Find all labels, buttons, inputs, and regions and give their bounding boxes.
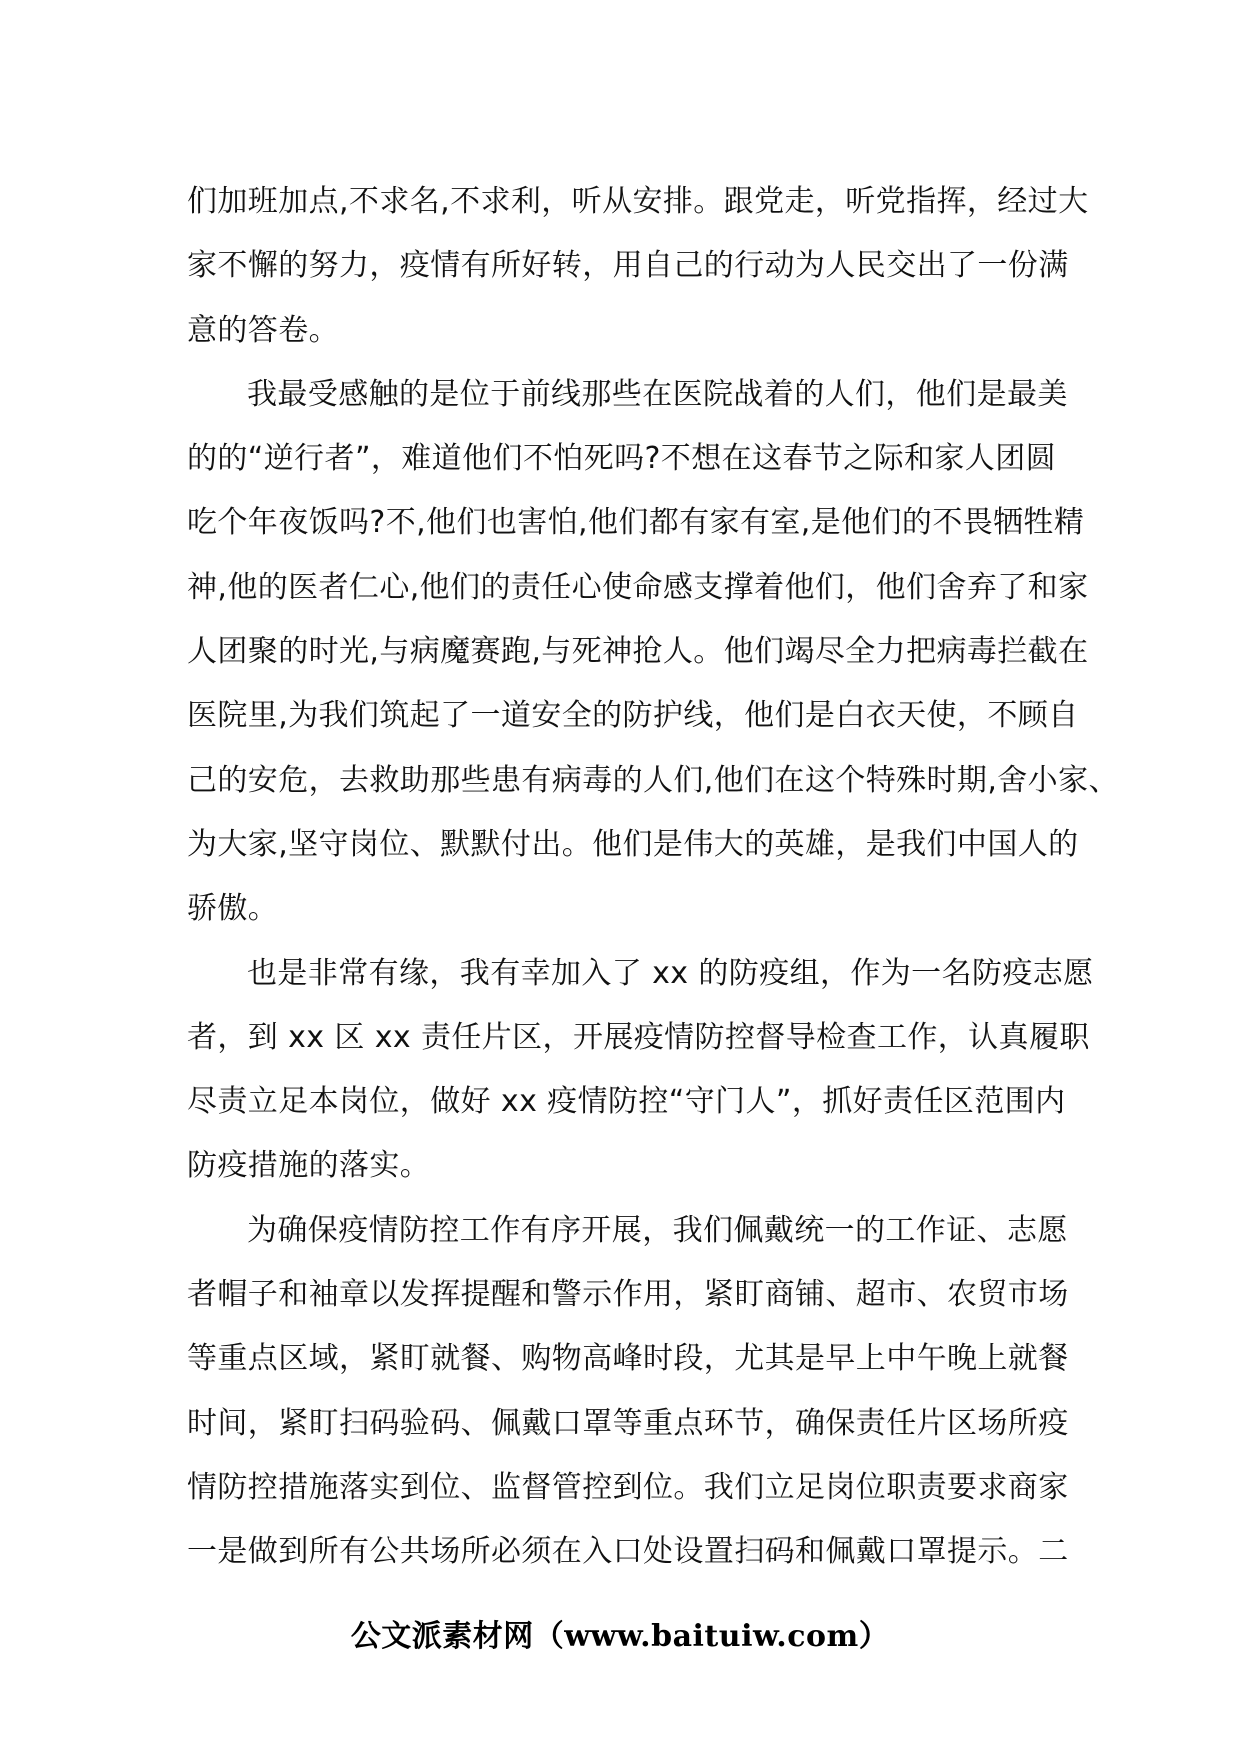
paragraph-3 [187,942,1094,1199]
text-line: 为确保疫情防控工作有序开展，我们佩戴统一的工作证、志愿 [247,1212,1068,1248]
text-line: 为大家,坚守岗位、默默付出。他们是伟大的英雄，是我们中国人的 [187,826,1079,862]
text-line: 的的“逆行者”，难道他们不怕死吗?不想在这春节之际和家人团圆 [187,441,1057,477]
text-line: 尽责立足本岗位，做好 xx 疫情防控“守门人”，抓好责任区范围内 [187,1084,1066,1120]
text-line: 神,他的医者仁心,他们的责任心使命感支撑着他们，他们舍弃了和家 [187,569,1089,605]
footer-source-text: 公文派素材网（www.baituiw.com） [350,1619,890,1654]
text-line: 骄傲。 [187,891,279,927]
text-line: 也是非常有缘，我有幸加入了 xx 的防疫组，作为一名防疫志愿 [247,955,1094,991]
paragraph-1 [187,170,1089,363]
text-line: 防疫措施的落实。 [187,1148,431,1184]
text-line: 时间，紧盯扫码验码、佩戴口罩等重点环节，确保责任片区场所疫 [187,1405,1069,1441]
text-line: 己的安危，去救助那些患有病毒的人们,他们在这个特殊时期,舍小家、 [187,762,1119,798]
text-line: 吃个年夜饭吗?不,他们也害怕,他们都有家有室,是他们的不畏牺牲精 [187,505,1085,541]
text-line: 人团聚的时光,与病魔赛跑,与死神抢人。他们竭尽全力把病毒拦截在 [187,634,1089,670]
text-line: 们加班加点,不求名,不求利，听从安排。跟党走，听党指挥，经过大 [187,184,1089,219]
text-line: 家不懈的努力，疫情有所好转，用自己的行动为人民交出了一份满 [187,248,1069,284]
text-line: 一是做到所有公共场所必须在入口处设置扫码和佩戴口罩提示。二 [187,1534,1069,1570]
paragraph-4 [187,1199,1067,1585]
text-line: 意的答卷。 [187,312,339,348]
text-line: 情防控措施落实到位、监督管控到位。我们立足岗位职责要求商家 [187,1469,1069,1505]
text-line: 者帽子和袖章以发挥提醒和警示作用，紧盯商铺、超市、农贸市场 [187,1277,1069,1313]
text-line: 等重点区域，紧盯就餐、购物高峰时段，尤其是早上中午晚上就餐 [187,1341,1069,1377]
paragraph-2 [187,363,1119,942]
text-line: 者，到 xx 区 xx 责任片区，开展疫情防控督导检查工作，认真履职 [187,1019,1090,1055]
text-line: 我最受感触的是位于前线那些在医院战着的人们，他们是最美 [247,376,1068,412]
text-line: 医院里,为我们筑起了一道安全的防护线，他们是白衣天使，不顾自 [187,698,1079,734]
document-body [187,170,1119,1585]
